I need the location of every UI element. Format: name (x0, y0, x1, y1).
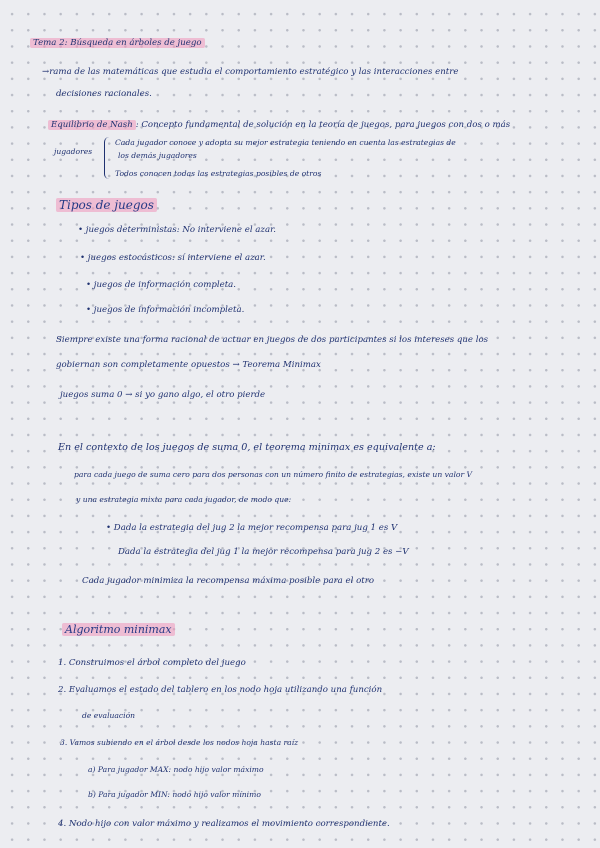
algoritmo-highlight: Algoritmo minimax (62, 623, 175, 636)
tipos-heading (56, 199, 157, 211)
algoritmo-step-4: 4. Nodo hijo con valor máximo y realizamos el movimiento correspondiente. (58, 819, 390, 829)
nash-jugadores: jugadores (54, 147, 93, 156)
algoritmo-step-2b: de evaluación (82, 711, 136, 720)
contexto-bullet-1: • Dada la estrategia del jug 2 la mejor recompensa para jug 1 es V (106, 523, 398, 533)
contexto-line-1: En el contexto de los juegos de suma 0, el teorema minimax es equivalente a: (58, 442, 436, 453)
nash-brace-line-3: Todos conocen todas las estrategias posibles de otros (115, 169, 322, 178)
contexto-bullet-2: Dada la estrategia del jug 1 la mejor recompensa para jug 2 es −V (118, 547, 409, 557)
nash-label: Equilibrio de Nash (48, 120, 136, 130)
tipos-item-3: • juegos de información completa. (86, 280, 237, 290)
algoritmo-step-1: 1. Construimos el árbol completo del juego (58, 658, 246, 668)
siempre-line-2: gobiernan son completamente opuestos → Teorema Minimax (56, 360, 321, 370)
nash-line (48, 119, 510, 131)
contexto-cada: Cada jugador minimiza la recompensa máxima posible para el otro (82, 576, 375, 586)
algoritmo-step-3b: b) Para jugador MIN: nodo hijo valor mínimo (88, 790, 261, 799)
tipos-item-2: • juegos estocásticos: sí interviene el azar. (80, 253, 266, 263)
page-title (30, 37, 205, 49)
contexto-line-3: y una estrategia mixta para cada jugador, de modo que: (76, 495, 292, 504)
intro-line-2: decisiones racionales. (56, 89, 152, 99)
intro-line-1: →rama de las matemáticas que estudia el comportamiento estratégico y las interacciones entre (42, 67, 459, 77)
nash-brace-line-1: Cada jugador conoce y adopta su mejor estrategia teniendo en cuenta las estrategias de (115, 138, 456, 147)
nash-definition: : Concepto fundamental de solución en la teoría de juegos, para juegos con dos o más (135, 120, 511, 130)
tipos-highlight: Tipos de juegos (56, 198, 157, 212)
brace-shape (104, 137, 109, 179)
algoritmo-step-3: 3. Vamos subiendo en el árbol desde los nodos hoja hasta raíz (60, 738, 299, 747)
contexto-line-2: para cada juego de suma cero para dos personas con un número finito de estrategias, existe un valor V (74, 470, 472, 479)
suma-cero-line: juegos suma 0 → si yo gano algo, el otro pierde (60, 390, 266, 400)
title-highlight: Tema 2: Búsqueda en árboles de juego (30, 38, 205, 48)
algoritmo-heading (62, 624, 175, 636)
siempre-line-1: Siempre existe una forma racional de actuar en juegos de dos participantes si los intereses que los (56, 335, 489, 345)
tipos-item-1: • juegos deterministas: No interviene el azar. (78, 225, 276, 235)
algoritmo-step-3a: a) Para jugador MAX: nodo hijo valor máximo (88, 765, 264, 774)
tipos-item-4: • juegos de información incompleta. (86, 305, 245, 315)
nash-brace-line-2: los demás jugadores (118, 151, 197, 160)
algoritmo-step-2a: 2. Evaluamos el estado del tablero en los nodo hoja utilizando una función (58, 685, 383, 695)
